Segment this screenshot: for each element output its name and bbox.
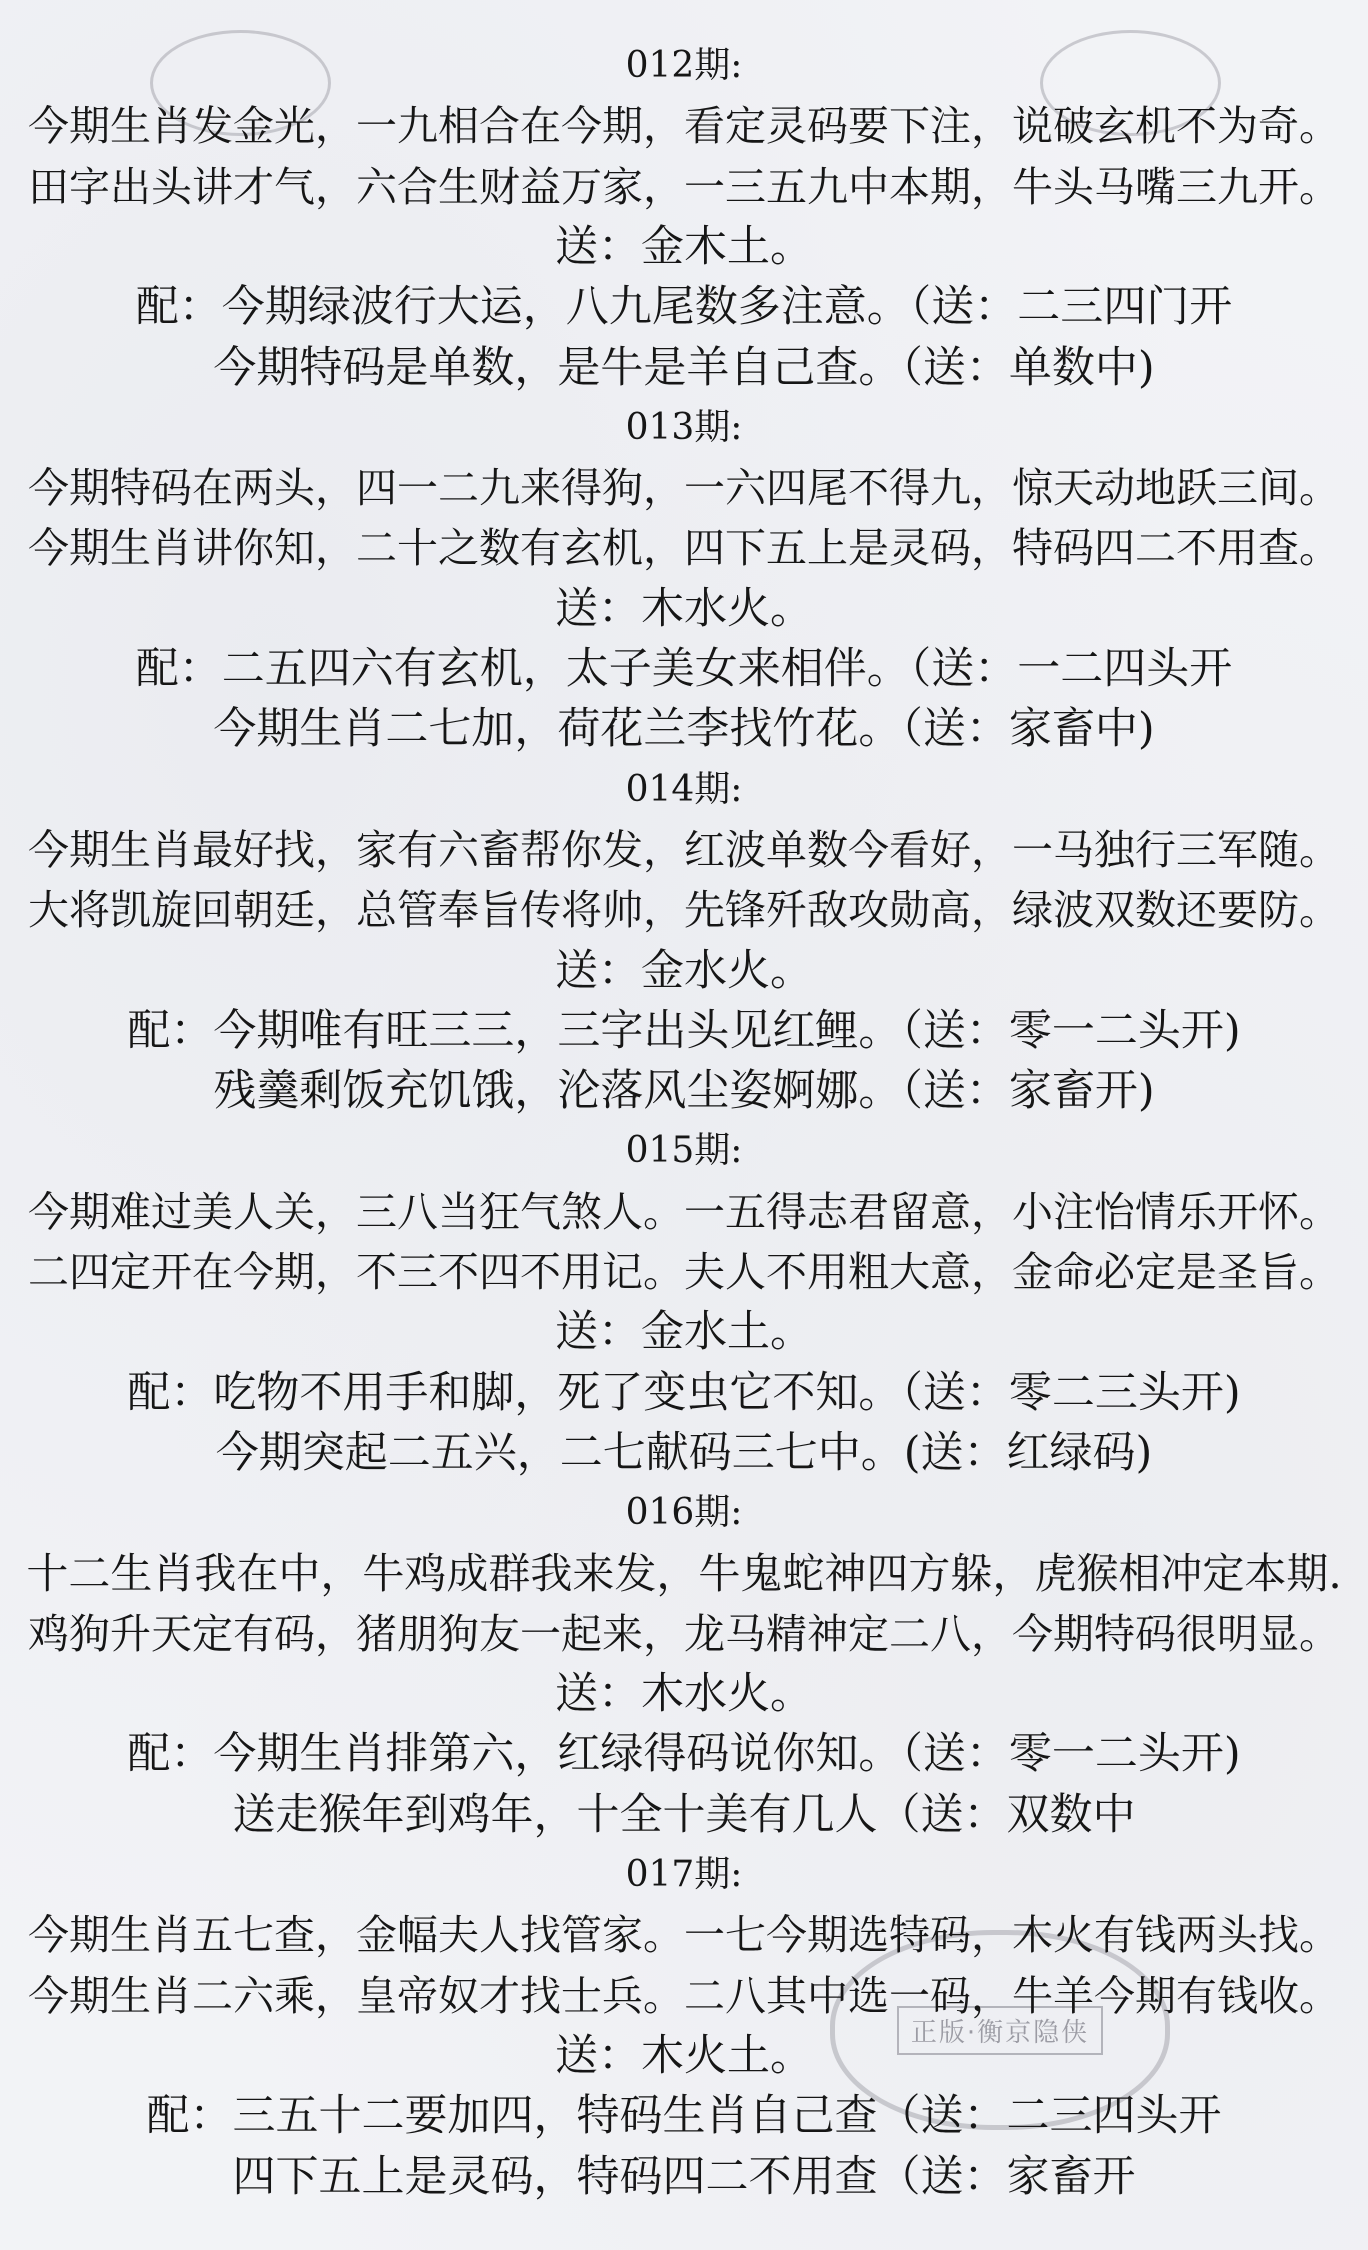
verse-line: 今期生肖五七查，金幅夫人找管家。一七今期选特码，木火有钱两头找。 [28, 1911, 1340, 1960]
pairing-line: 今期突起二五兴，二七献码三七中。(送：红绿码) [215, 1427, 1153, 1478]
period-heading: 015期: [625, 1130, 743, 1172]
verse-line: 田字出头讲才气，六合生财益万家，一三五九中本期，牛头马嘴三九开。 [28, 162, 1340, 211]
pairing-line: 今期生肖二七加，荷花兰李找竹花。（送：家畜中) [213, 704, 1155, 755]
song-elements-line: 送：木火土。 [555, 2030, 813, 2081]
seal-label: 正版·衡京隐侠 [897, 2006, 1103, 2055]
verse-line: 二四定开在今期，不三不四不用记。夫人不用粗大意，金命必定是圣旨。 [28, 1248, 1340, 1296]
verse-line: 十二生肖我在中，牛鸡成群我来发，牛鬼蛇神四方躲，虎猴相冲定本期. [26, 1548, 1342, 1598]
period-heading: 013期: [625, 406, 743, 448]
pairing-line: 残羹剩饭充饥饿，沦落风尘姿婀娜。（送：家畜开) [213, 1066, 1155, 1117]
verse-line: 今期生肖发金光，一九相合在今期，看定灵码要下注，说破玄机不为奇。 [28, 102, 1340, 151]
song-elements-line: 送：金水火。 [555, 945, 813, 996]
pairing-line: 今期特码是单数，是牛是羊自己查。（送：单数中) [213, 342, 1155, 393]
pairing-line: 配：今期生肖排第六，红绿得码说你知。（送：零一二头开) [127, 1729, 1241, 1780]
pairing-line: 配：三五十二要加四，特码生肖自己查（送：二三四头开 [146, 2091, 1222, 2142]
song-elements-line: 送：金木土。 [555, 221, 813, 272]
verse-line: 今期生肖讲你知，二十之数有玄机，四下五上是灵码，特码四二不用查。 [28, 524, 1340, 573]
pairing-line: 配：今期绿波行大运，八九尾数多注意。（送：二三四门开 [135, 282, 1233, 333]
pairing-line: 配：吃物不用手和脚，死了变虫它不知。（送：零二三头开) [127, 1367, 1241, 1418]
pairing-line: 四下五上是灵码，特码四二不用查（送：家畜开 [232, 2151, 1136, 2202]
period-heading: 014期: [625, 768, 743, 810]
pairing-line: 配：今期唯有旺三三，三字出头见红鲤。（送：零一二头开) [127, 1005, 1241, 1056]
period-heading: 012期: [625, 45, 743, 86]
pairing-line: 配：二五四六有玄机，太子美女来相伴。（送：一二四头开 [135, 644, 1233, 694]
song-elements-line: 送：木水火。 [555, 1669, 813, 1720]
verse-line: 今期生肖最好找，家有六畜帮你发，红波单数今看好，一马独行三军随。 [28, 825, 1340, 874]
song-elements-line: 送：木水火。 [555, 583, 813, 634]
verse-line: 今期生肖二六乘，皇帝奴才找士兵。二八其中选一码，牛羊今期有钱收。 [28, 1971, 1340, 2020]
verse-line: 今期难过美人关，三八当狂气煞人。一五得志君留意，小注怡情乐开怀。 [28, 1187, 1340, 1236]
period-heading: 016期: [625, 1492, 743, 1534]
pairing-line: 送走猴年到鸡年，十全十美有几人（送：双数中 [232, 1789, 1136, 1840]
verse-line: 大将凯旋回朝廷，总管奉旨传将帅，先锋歼敌攻勋高，绿波双数还要防。 [28, 886, 1340, 935]
verse-line: 今期特码在两头，四一二九来得狗，一六四尾不得九，惊天动地跃三间。 [28, 464, 1340, 513]
period-heading: 017期: [625, 1854, 743, 1895]
verse-line: 鸡狗升天定有码，猪朋狗友一起来，龙马精神定二八，今期特码很明显。 [28, 1609, 1340, 1658]
song-elements-line: 送：金水土。 [555, 1307, 813, 1358]
